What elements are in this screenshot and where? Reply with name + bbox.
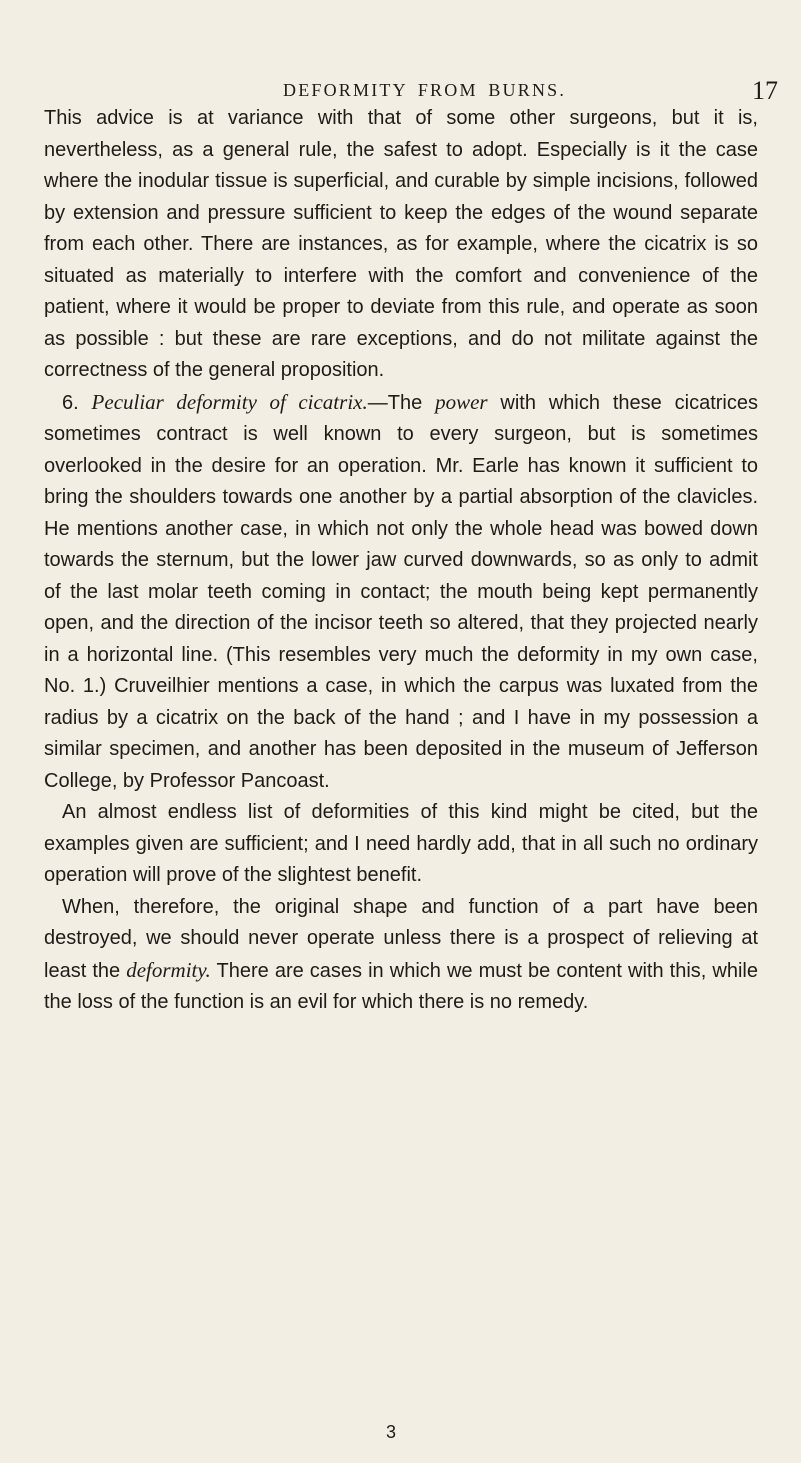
paragraph-text: There are cases in which we must be content with this, while the loss of the function is an evil for which there is no remedy. bbox=[44, 959, 758, 1013]
section-heading: Peculiar deformity of cicatrix. bbox=[91, 389, 368, 414]
paragraph-text: with which these cicatrices sometimes contract is well known to every surgeon, but is sometimes overlooked in the desire for an operation. Mr. Earle has known it sufficient to bring the shoulders towards one another by a partial absorption of the clavicles. He mentions another case, in which not only the whole head was bowed down towards the sternum, but the lower jaw curved downwards, so as only to admit of the last molar teeth coming in contact; the mouth being kept permanently open, and the direction of the incisor teeth so altered, that they projected nearly in a horizontal line. (This resembles very much the deformity in my own case, No. 1.) Cruveilhier mentions a case, in which the carpus was luxated from the radius by a cicatrix on the back of the hand ; and I have in my possession a similar specimen, and another has been deposited in the museum of Jefferson College, by Professor Pancoast. bbox=[44, 391, 758, 792]
heading-dash: —The bbox=[367, 391, 436, 414]
paragraph-conclusion bbox=[44, 892, 758, 1019]
paragraph-text: When, therefore, the original shape and function of a part have been destroyed, we should never operate unless there is a prospect of relieving at least the bbox=[44, 895, 758, 982]
paragraph-peculiar-deformity bbox=[44, 387, 758, 798]
running-title: DEFORMITY FROM BURNS. bbox=[283, 80, 567, 100]
body-text bbox=[44, 103, 758, 1019]
emphasis-deformity: deformity. bbox=[126, 957, 211, 982]
signature-mark: 3 bbox=[386, 1422, 397, 1442]
paragraph-advice: This advice is at variance with that of some other surgeons, but it is, nevertheless, as a general rule, the safest to adopt. Especially is it the case where the inodular tissue is superficial, and curable by simple incisions, followed by extension and pressure sufficient to keep the edges of the wound separate from each other. There are instances, as for example, where the cicatrix is so situated as materially to interfere with the comfort and convenience of the patient, where it would be proper to deviate from this rule, and operate as soon as possible : but these are rare exceptions, and do not militate against the correctness of the general proposition. bbox=[44, 107, 758, 381]
paragraph-endless-list: An almost endless list of deformities of this kind might be cited, but the examples given are sufficient; and I need hardly add, that in all such no ordinary operation will prove of the slightest benefit. bbox=[44, 801, 758, 886]
section-number: 6. bbox=[62, 391, 92, 414]
emphasis-power: power bbox=[435, 389, 488, 414]
page-number: 17 bbox=[752, 76, 778, 105]
